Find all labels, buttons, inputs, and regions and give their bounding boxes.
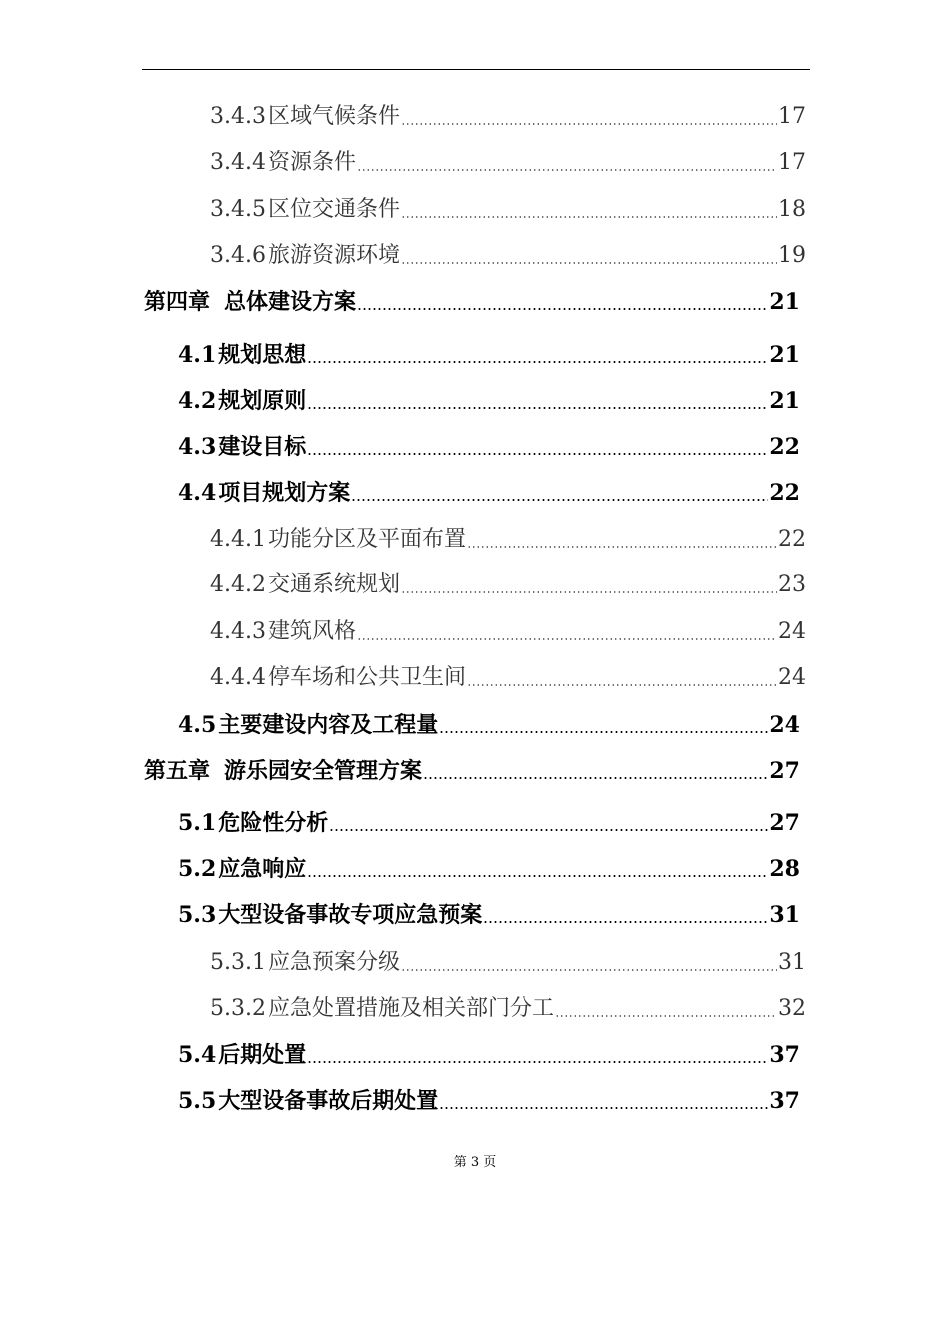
toc-entry-page: 27 [769, 758, 800, 784]
toc-entry[interactable] [178, 477, 800, 509]
toc-entry-number: 5.2 [178, 856, 217, 882]
toc-entry-title: 主要建设内容及工程量 [218, 712, 439, 738]
toc-entry-title: 游乐园安全管理方案 [224, 758, 423, 784]
toc-entry-number: 4.4.2 [210, 572, 266, 597]
toc-entry[interactable] [178, 1085, 800, 1117]
toc-entry[interactable] [178, 807, 800, 839]
toc-entry-title: 大型设备事故后期处置 [218, 1088, 439, 1114]
toc-dot-leader [401, 947, 777, 979]
toc-entry-number: 4.4.4 [210, 665, 266, 690]
toc-entry-title: 项目规划方案 [218, 480, 351, 506]
toc-entry-page: 17 [778, 104, 806, 129]
toc-entry-page: 31 [769, 902, 800, 928]
toc-entry[interactable] [144, 755, 800, 787]
toc-entry-number: 3.4.6 [210, 243, 266, 268]
toc-entry-page: 18 [778, 197, 806, 222]
toc-entry-number: 4.3 [178, 434, 217, 460]
toc-entry-title: 区域气候条件 [267, 104, 400, 129]
toc-entry-number: 4.4 [178, 480, 217, 506]
toc-entry[interactable] [210, 569, 806, 601]
toc-entry[interactable] [210, 947, 806, 979]
toc-entry-number: 3.4.3 [210, 104, 266, 129]
toc-dot-leader [555, 993, 777, 1025]
toc-entry-number: 第四章 [144, 289, 211, 315]
toc-dot-leader [357, 616, 777, 648]
toc-dot-leader [467, 662, 777, 694]
toc-entry-number: 5.3 [178, 902, 217, 928]
toc-dot-leader [439, 1085, 768, 1117]
toc-entry-title: 后期处置 [218, 1042, 307, 1068]
toc-dot-leader [357, 147, 777, 179]
toc-entry-number: 4.2 [178, 388, 217, 414]
toc-entry-page: 24 [769, 712, 800, 738]
toc-entry[interactable] [178, 431, 800, 463]
toc-entry[interactable] [178, 339, 800, 371]
toc-entry-title: 规划思想 [218, 342, 307, 368]
toc-entry-page: 24 [778, 665, 806, 690]
toc-entry-page: 27 [769, 810, 800, 836]
toc-entry-number: 3.4.4 [210, 150, 266, 175]
toc-entry-page: 23 [778, 572, 806, 597]
toc-entry-number: 5.4 [178, 1042, 217, 1068]
toc-entry-page: 21 [769, 342, 800, 368]
toc-entry-number: 4.4.1 [210, 527, 266, 552]
toc-entry[interactable] [210, 101, 806, 133]
toc-entry-page: 19 [778, 243, 806, 268]
toc-entry-title: 危险性分析 [218, 810, 329, 836]
toc-entry-page: 32 [778, 996, 806, 1021]
toc-entry[interactable] [210, 662, 806, 694]
toc-entry[interactable] [210, 240, 806, 272]
toc-entry-page: 24 [778, 619, 806, 644]
toc-entry-title: 大型设备事故专项应急预案 [218, 902, 483, 928]
toc-entry-title: 交通系统规划 [267, 572, 400, 597]
toc-dot-leader [423, 755, 768, 787]
toc-entry[interactable] [210, 616, 806, 648]
toc-dot-leader [307, 853, 768, 885]
toc-dot-leader [401, 240, 777, 272]
toc-entry[interactable] [210, 147, 806, 179]
toc-entry-page: 21 [769, 289, 800, 315]
toc-entry-number: 5.1 [178, 810, 217, 836]
toc-entry[interactable] [210, 194, 806, 226]
toc-entry-page: 37 [769, 1088, 800, 1114]
toc-entry[interactable] [210, 993, 806, 1025]
toc-entry[interactable] [178, 1039, 800, 1071]
toc-dot-leader [483, 899, 768, 931]
toc-entry-page: 22 [778, 527, 806, 552]
toc-entry-page: 31 [778, 950, 806, 975]
toc-dot-leader [401, 101, 777, 133]
toc-entry-number: 3.4.5 [210, 197, 266, 222]
toc-entry-title: 建设目标 [218, 434, 307, 460]
toc-entry-number: 第五章 [144, 758, 211, 784]
toc-entry-number: 5.3.1 [210, 950, 266, 975]
toc-dot-leader [401, 194, 777, 226]
toc-dot-leader [401, 569, 777, 601]
toc-entry-page: 37 [769, 1042, 800, 1068]
toc-entry-number: 4.5 [178, 712, 217, 738]
toc-dot-leader [307, 339, 768, 371]
toc-entry[interactable] [178, 853, 800, 885]
toc-dot-leader [307, 385, 768, 417]
toc-entry-number: 4.4.3 [210, 619, 266, 644]
toc-entry-page: 22 [769, 480, 800, 506]
toc-entry-number: 5.5 [178, 1088, 217, 1114]
toc-dot-leader [467, 524, 777, 556]
page-number: 第 3 页 [453, 1155, 497, 1170]
toc-entry-title: 资源条件 [267, 150, 356, 175]
toc-entry[interactable] [178, 709, 800, 741]
toc-entry-page: 28 [769, 856, 800, 882]
toc-entry[interactable] [178, 385, 800, 417]
toc-entry-title: 规划原则 [218, 388, 307, 414]
toc-entry-page: 17 [778, 150, 806, 175]
toc-entry-title: 建筑风格 [267, 619, 356, 644]
toc-entry-page: 21 [769, 388, 800, 414]
toc-entry-title: 应急预案分级 [267, 950, 400, 975]
toc-entry[interactable] [178, 899, 800, 931]
toc-entry-title: 应急响应 [218, 856, 307, 882]
toc-entry-title: 停车场和公共卫生间 [267, 665, 466, 690]
toc-dot-leader [329, 807, 768, 839]
toc-entry-number: 4.1 [178, 342, 217, 368]
toc-dot-leader [439, 709, 768, 741]
toc-entry-number: 5.3.2 [210, 996, 266, 1021]
toc-entry-title: 功能分区及平面布置 [267, 527, 466, 552]
toc-entry-page: 22 [769, 434, 800, 460]
toc-dot-leader [307, 1039, 768, 1071]
toc-dot-leader [307, 431, 768, 463]
toc-entry-title: 应急处置措施及相关部门分工 [267, 996, 554, 1021]
toc-entry-title: 区位交通条件 [267, 197, 400, 222]
toc-entry[interactable] [144, 286, 800, 318]
toc-dot-leader [357, 286, 768, 318]
toc-entry[interactable] [210, 524, 806, 556]
toc-entry-title: 旅游资源环境 [267, 243, 400, 268]
toc-entry-title: 总体建设方案 [224, 289, 357, 315]
toc-dot-leader [351, 477, 768, 509]
